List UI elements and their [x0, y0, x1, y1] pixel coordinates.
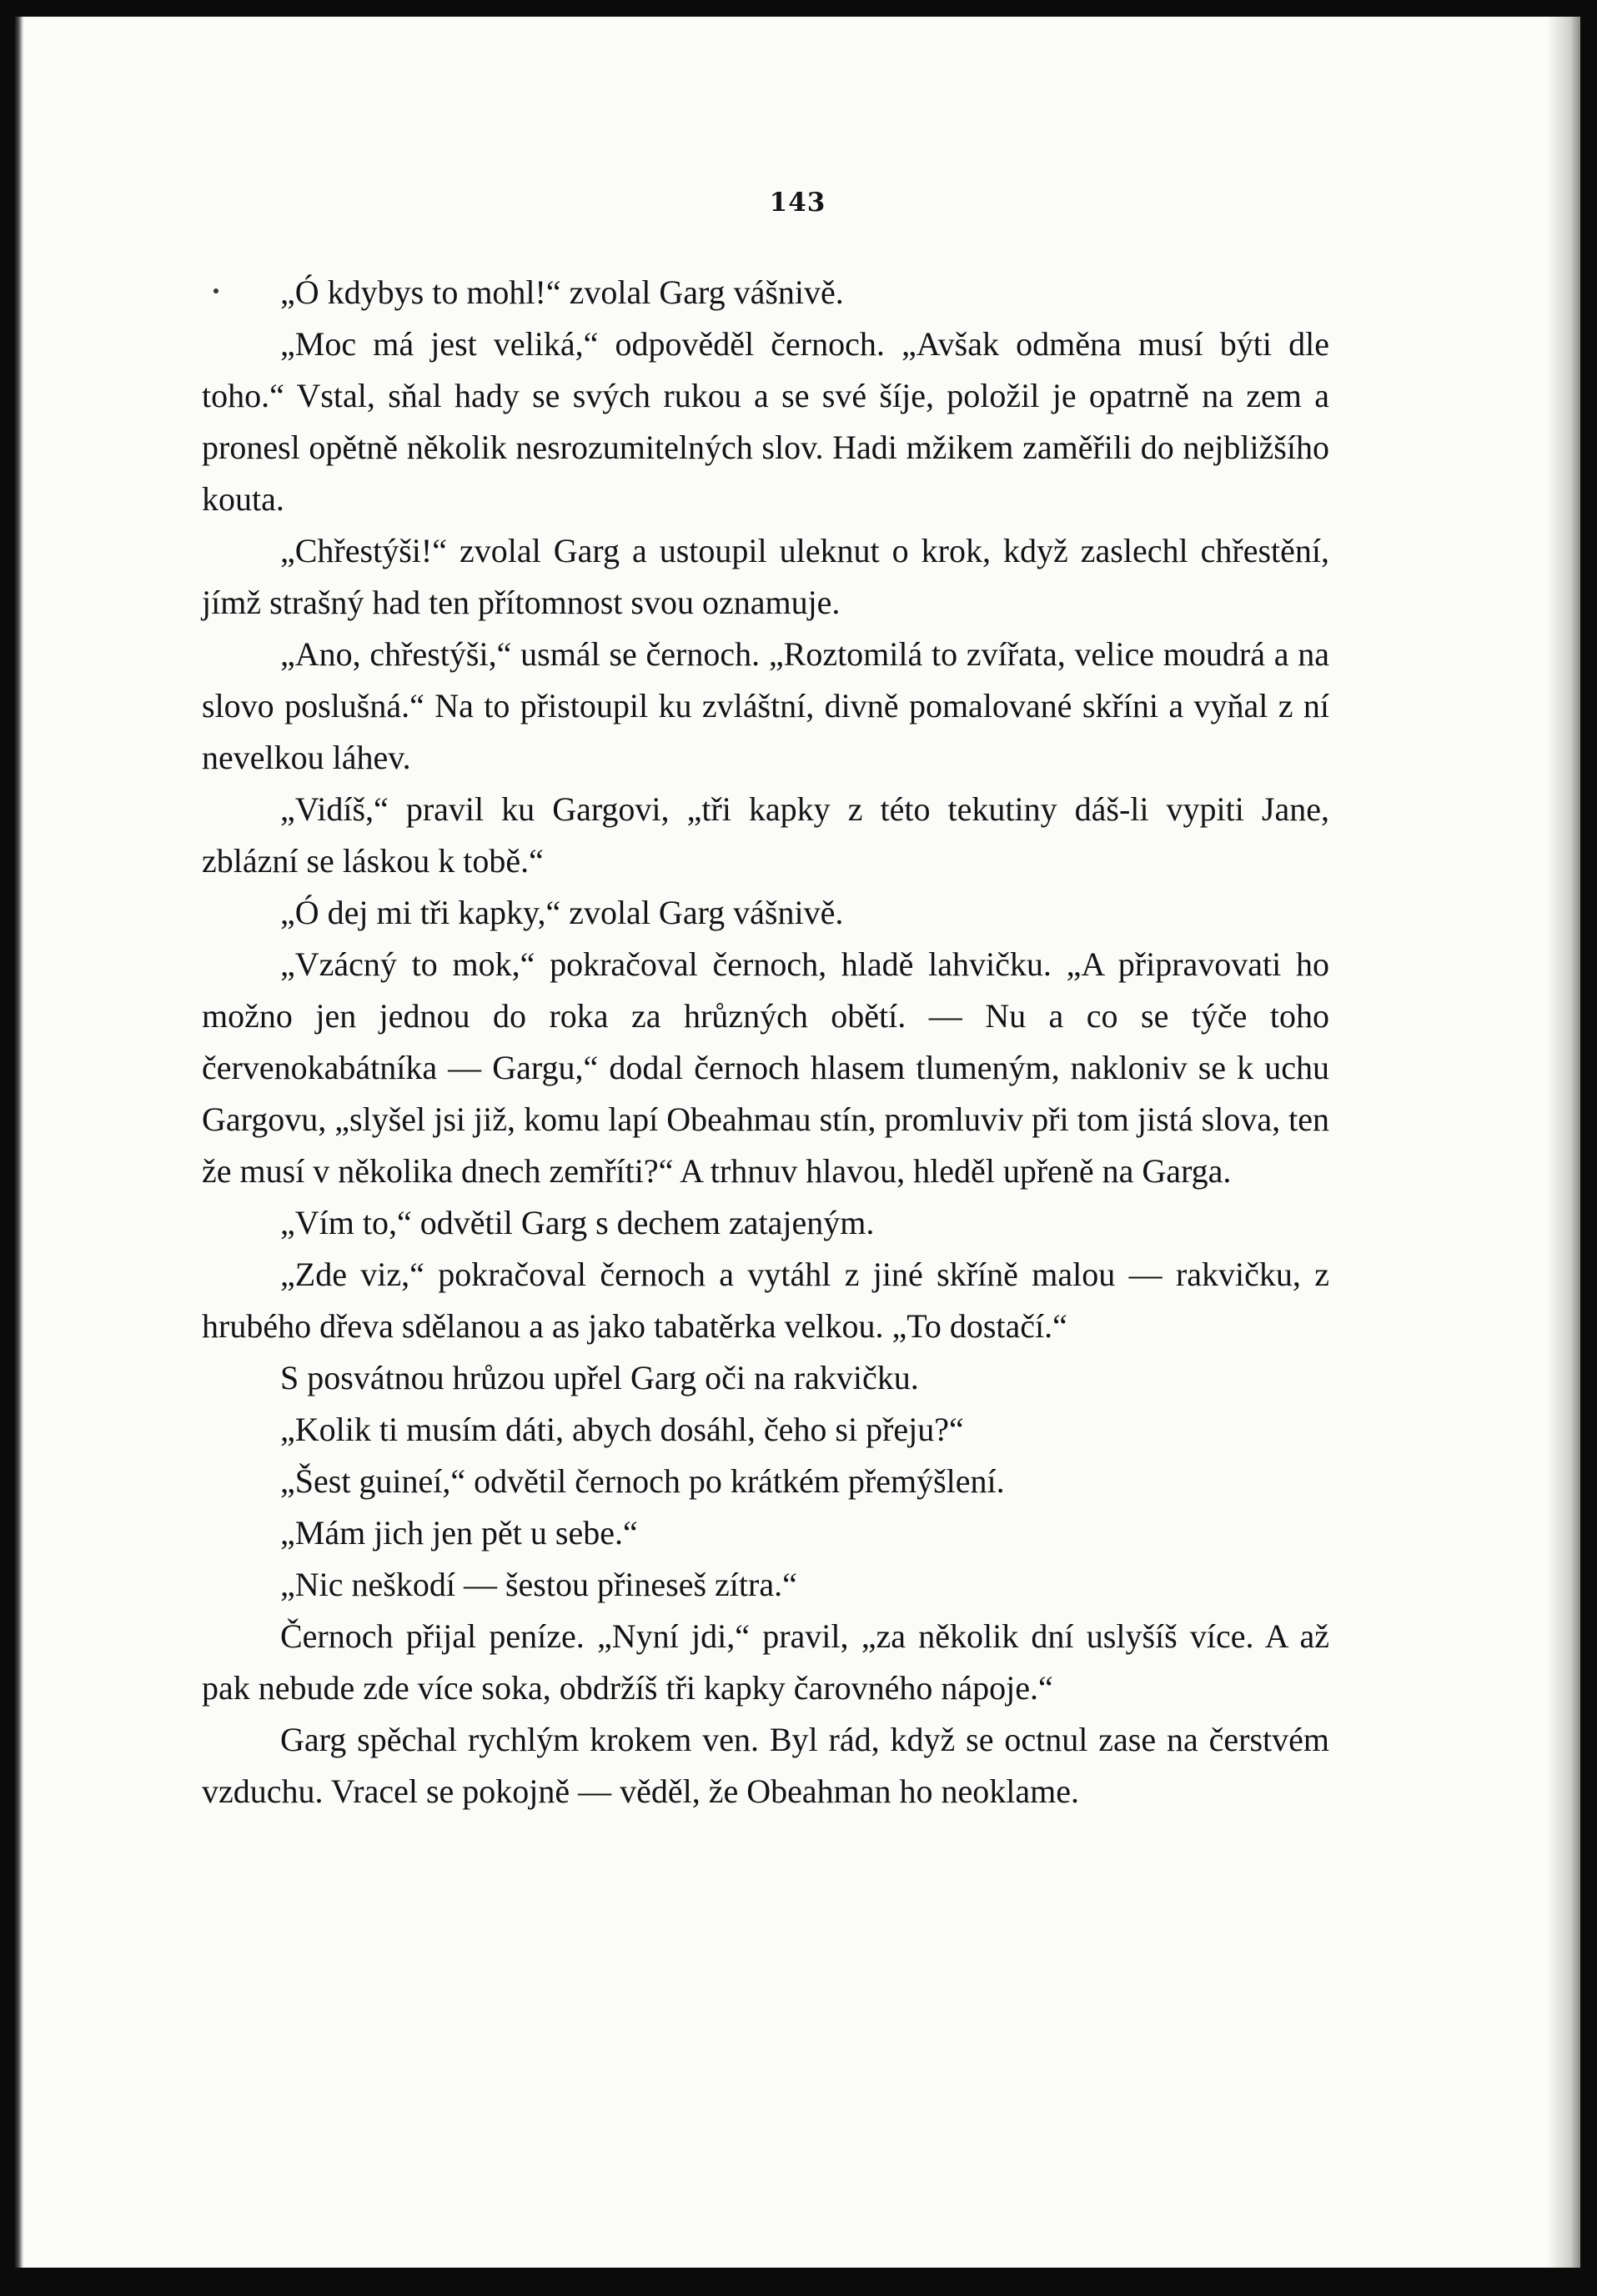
- paragraph: Garg spěchal rychlým krokem ven. Byl rád, když se octnul zase na čerstvém vzduchu. Vracel se pokojně — věděl, že Obeahman ho neoklame.: [202, 1721, 1329, 1810]
- paragraph: „Ó kdybys to mohl!“ zvolal Garg vášnivě.: [280, 273, 844, 311]
- paragraph: Černoch přijal peníze. „Nyní jdi,“ pravil, „za několik dní uslyšíš více. A až pak nebude zde více soka, obdržíš tři kapky čarovného nápoje.“: [202, 1617, 1329, 1707]
- paragraph: „Nic neškodí — šestou přineseš zítra.“: [280, 1566, 797, 1603]
- paragraph: „Kolik ti musím dáti, abych dosáhl, čeho si přeju?“: [280, 1411, 964, 1448]
- book-page: [15, 17, 1580, 2268]
- page-left-edge-shadow: [15, 17, 23, 2268]
- paragraph: „Šest guineí,“ odvětil černoch po krátkém přemýšlení.: [280, 1462, 1005, 1500]
- paragraph: „Chřestýši!“ zvolal Garg a ustoupil uleknut o krok, když zaslechl chřestění, jímž strašný had ten přítomnost svou oznamuje.: [202, 532, 1329, 621]
- paragraph: „Ó dej mi tři kapky,“ zvolal Garg vášnivě.: [280, 894, 844, 931]
- paragraph: „Mám jich jen pět u sebe.“: [280, 1514, 638, 1552]
- paragraph: „Vzácný to mok,“ pokračoval černoch, hladě lahvičku. „A připravovati ho možno jen jednou do roka za hrůzných obětí. — Nu a co se týče toho červenokabátníka — Gargu,“ dodal černoch hlasem tlumeným, nakloniv se k uchu Gargovu, „slyšel jsi již, komu lapí Obeahmau stín, promluviv při tom jistá slova, ten že musí v několika dnech zemříti?“ A trhnuv hlavou, hleděl upřeně na Garga.: [202, 945, 1329, 1190]
- text-body: [202, 267, 1329, 1817]
- paragraph: „Moc má jest veliká,“ odpověděl černoch. „Avšak odměna musí býti dle toho.“ Vstal, sňal hady se svých rukou a se své šíje, položil je opatrně na zem a pronesl opětně několik nesrozumitelných slov. Hadi mžikem zaměřili do nejbližšího kouta.: [202, 325, 1329, 518]
- paragraph: S posvátnou hrůzou upřel Garg oči na rakvičku.: [280, 1359, 919, 1396]
- paragraph: „Vím to,“ odvětil Garg s dechem zatajeným.: [280, 1204, 875, 1241]
- paragraph: „Zde viz,“ pokračoval černoch a vytáhl z jiné skříně malou — rakvičku, z hrubého dřeva sdělanou a as jako tabatěrka velkou. „To dostačí.“: [202, 1256, 1329, 1345]
- page-right-edge-shadow: [1547, 17, 1580, 2268]
- paragraph: „Vidíš,“ pravil ku Gargovi, „tři kapky z této tekutiny dáš-li vypiti Jane, zblázní se láskou k tobě.“: [202, 790, 1329, 880]
- paragraph: „Ano, chřestýši,“ usmál se černoch. „Roztomilá to zvířata, velice moudrá a na slovo poslušná.“ Na to přistoupil ku zvláštní, divně pomalované skříni a vyňal z ní nevelkou láhev.: [202, 635, 1329, 776]
- page-number: 143: [769, 188, 826, 218]
